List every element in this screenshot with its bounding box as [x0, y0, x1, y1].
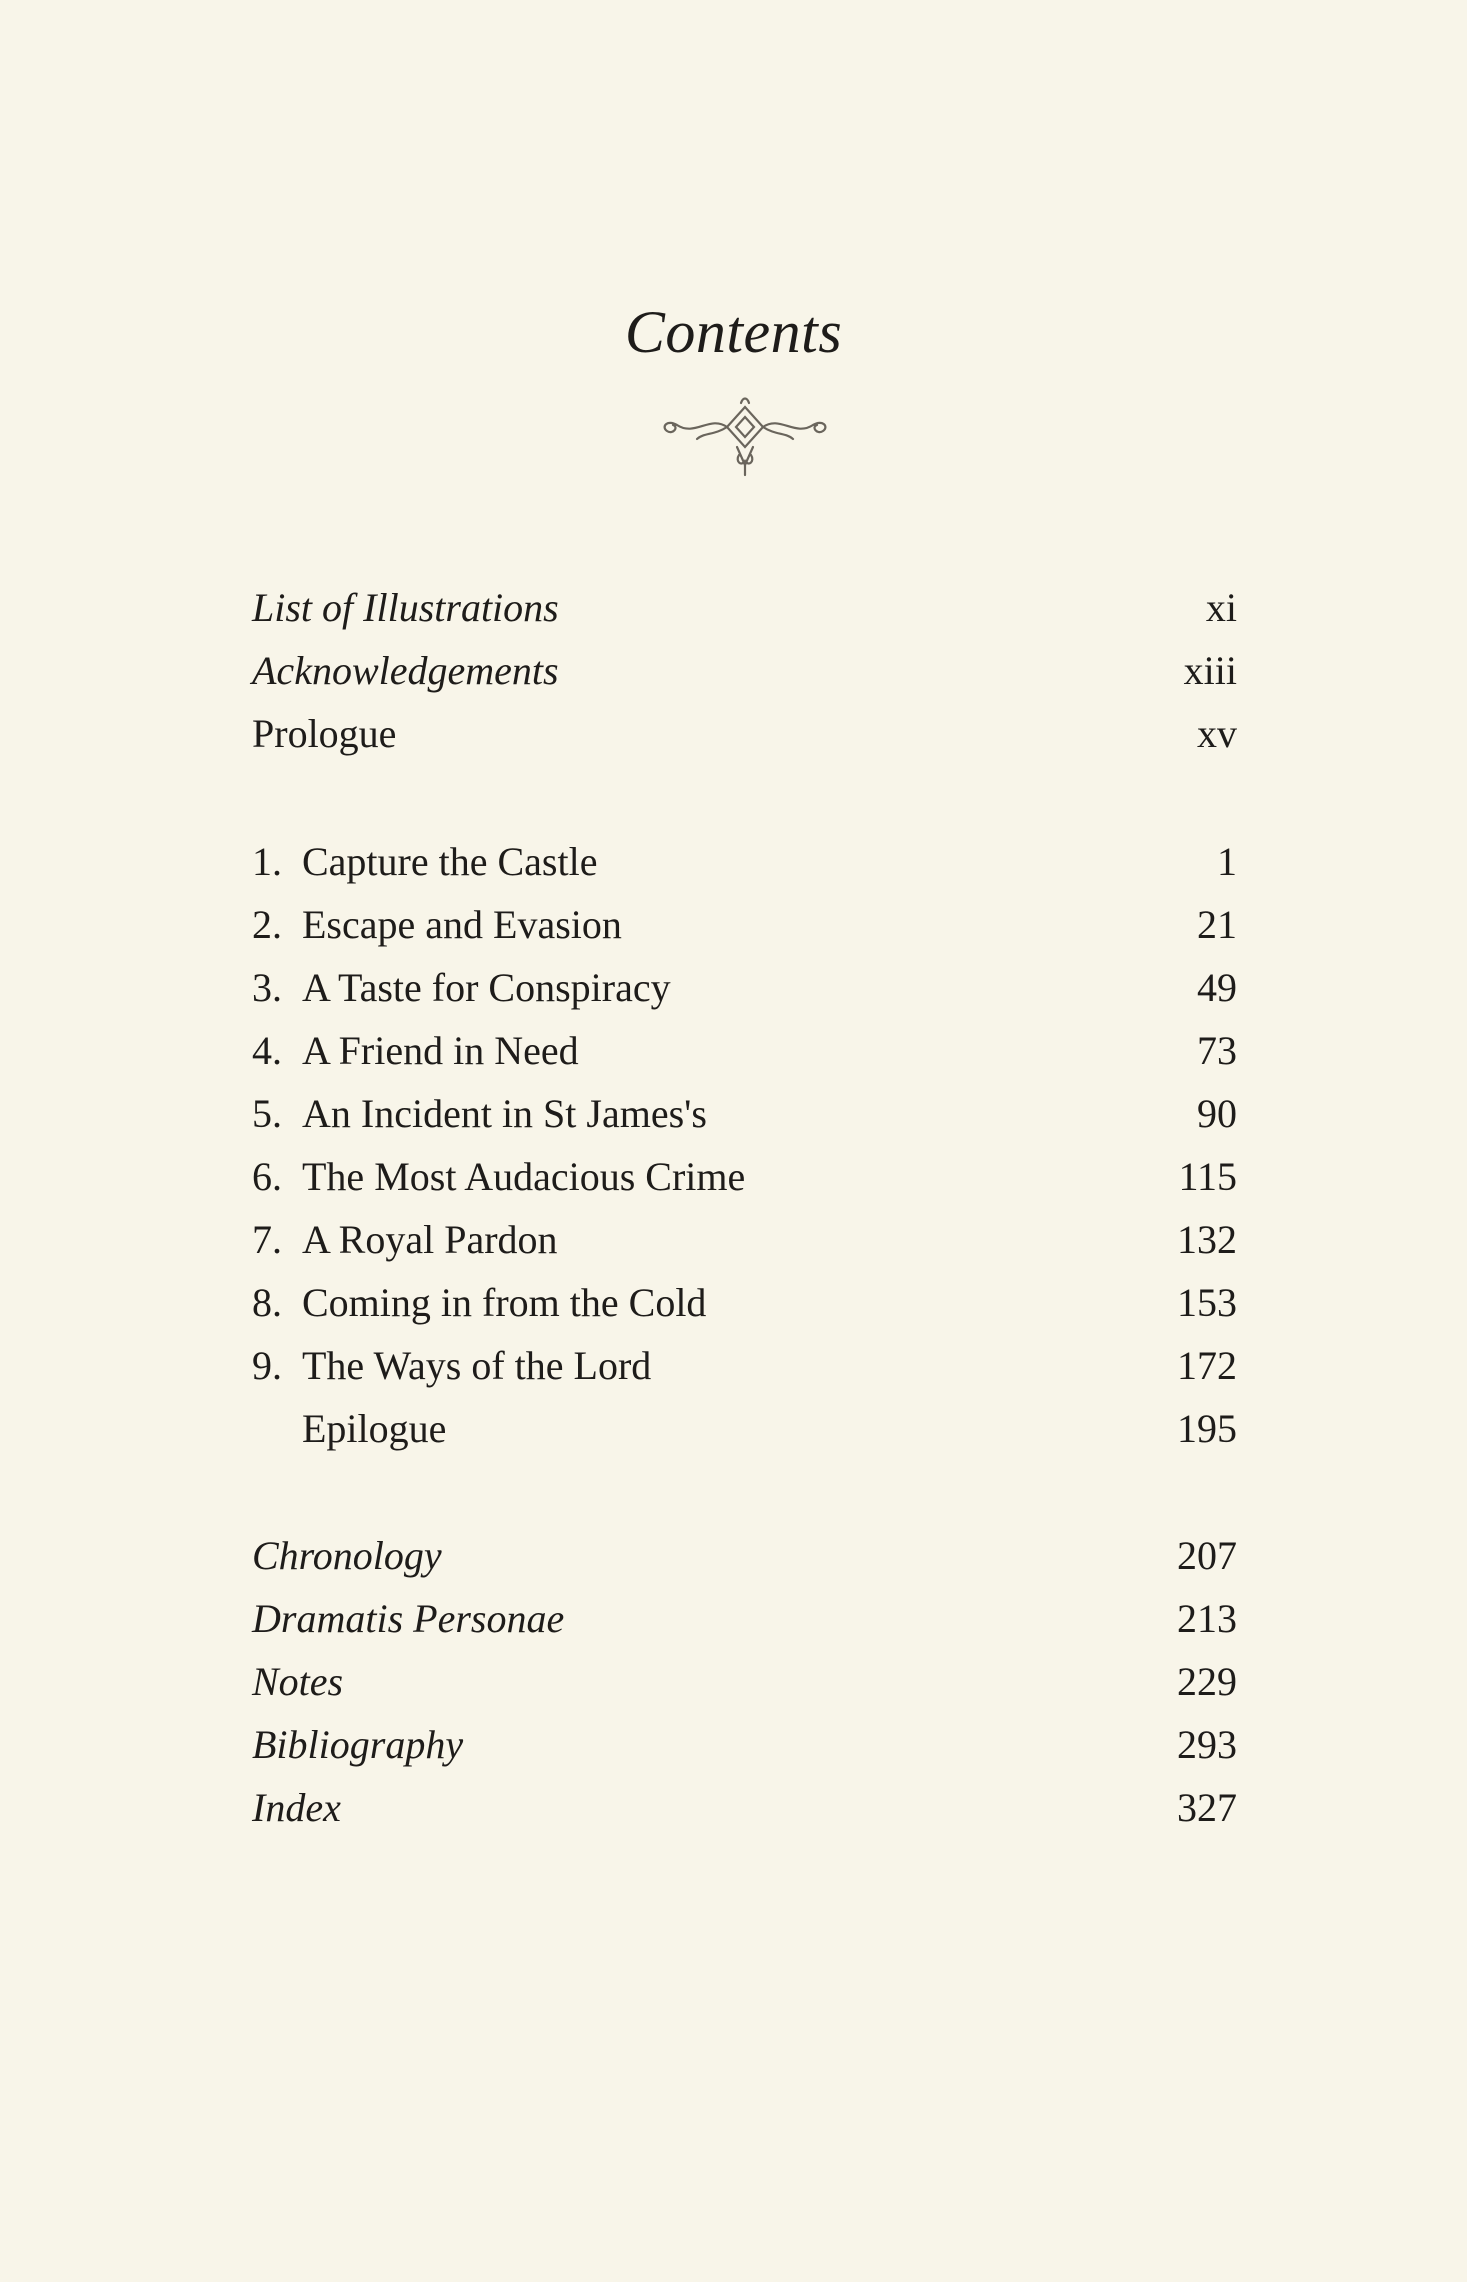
- toc-entry-notes[interactable]: [252, 1654, 1237, 1710]
- chapter-number: 3.: [252, 965, 282, 1010]
- toc-entry-chapter-1[interactable]: [252, 834, 1237, 890]
- toc-entry-index[interactable]: [252, 1780, 1237, 1836]
- toc-entry-chapter-4[interactable]: [252, 1023, 1237, 1079]
- toc-entry-label: An Incident in St James's: [302, 1091, 707, 1136]
- toc-entry-page: xiii: [1183, 648, 1237, 693]
- toc-entry-list-of-illustrations[interactable]: [252, 580, 1237, 636]
- toc-entry-label: A Royal Pardon: [302, 1217, 558, 1262]
- toc-entry-page: 49: [1197, 965, 1237, 1010]
- chapter-number: 1.: [252, 839, 282, 884]
- toc-entry-page: 132: [1177, 1217, 1237, 1262]
- chapter-number: 6.: [252, 1154, 282, 1199]
- toc-entry-label: The Ways of the Lord: [302, 1343, 652, 1388]
- toc-entry-page: 1: [1217, 839, 1237, 884]
- chapter-number: 9.: [252, 1343, 282, 1388]
- toc-entry-page: 21: [1197, 902, 1237, 947]
- toc-entry-acknowledgements[interactable]: [252, 643, 1237, 699]
- toc-entry-page: 213: [1177, 1596, 1237, 1641]
- toc-entry-page: xi: [1205, 585, 1237, 630]
- toc-entry-page: 90: [1197, 1091, 1237, 1136]
- toc-entry-label: List of Illustrations: [252, 585, 559, 630]
- toc-entry-label: A Friend in Need: [302, 1028, 579, 1073]
- toc-entry-page: 73: [1197, 1028, 1237, 1073]
- toc-entry-page: 229: [1177, 1659, 1237, 1704]
- toc-entry-label: Bibliography: [252, 1722, 464, 1767]
- toc-entry-page: 293: [1177, 1722, 1237, 1767]
- toc-entry-label: Dramatis Personae: [252, 1596, 565, 1641]
- toc-entry-chapter-8[interactable]: [252, 1275, 1237, 1331]
- toc-entry-label: Prologue: [252, 711, 397, 756]
- chapter-number: 5.: [252, 1091, 282, 1136]
- toc-entry-chapter-5[interactable]: [252, 1086, 1237, 1142]
- toc-entry-chapter-2[interactable]: [252, 897, 1237, 953]
- toc-entry-prologue[interactable]: [252, 706, 1237, 762]
- chapter-number: 2.: [252, 902, 282, 947]
- toc-entry-chapter-7[interactable]: [252, 1212, 1237, 1268]
- toc-entry-chapter-6[interactable]: [252, 1149, 1237, 1205]
- decorative-ornament-icon: [655, 395, 835, 490]
- toc-entry-page: 115: [1178, 1154, 1237, 1199]
- toc-entry-chapter-9[interactable]: [252, 1338, 1237, 1394]
- toc-entry-label: Notes: [252, 1659, 344, 1704]
- toc-entry-chapter-3[interactable]: [252, 960, 1237, 1016]
- toc-entry-page: 195: [1177, 1406, 1237, 1451]
- toc-entry-label: The Most Audacious Crime: [302, 1154, 746, 1199]
- toc-entry-label: Epilogue: [302, 1406, 447, 1451]
- toc-entry-label: Chronology: [252, 1533, 442, 1578]
- toc-entry-epilogue[interactable]: [252, 1401, 1237, 1457]
- toc-entry-page: xv: [1197, 711, 1237, 756]
- toc-entry-page: 327: [1177, 1785, 1237, 1830]
- toc-entry-label: A Taste for Conspiracy: [302, 965, 671, 1010]
- toc-entry-page: 207: [1177, 1533, 1237, 1578]
- toc-entry-chronology[interactable]: [252, 1528, 1237, 1584]
- chapter-number: 7.: [252, 1217, 282, 1262]
- toc-entry-label: Index: [252, 1785, 341, 1830]
- toc-entry-dramatis-personae[interactable]: [252, 1591, 1237, 1647]
- page-title: Contents: [624, 299, 843, 365]
- toc-entry-page: 153: [1177, 1280, 1237, 1325]
- chapter-number: 8.: [252, 1280, 282, 1325]
- toc-entry-bibliography[interactable]: [252, 1717, 1237, 1773]
- toc-entry-label: Escape and Evasion: [302, 902, 622, 947]
- toc-entry-label: Capture the Castle: [302, 839, 598, 884]
- chapter-number: 4.: [252, 1028, 282, 1073]
- toc-entry-page: 172: [1177, 1343, 1237, 1388]
- toc-entry-label: Acknowledgements: [252, 648, 559, 693]
- toc-entry-label: Coming in from the Cold: [302, 1280, 707, 1325]
